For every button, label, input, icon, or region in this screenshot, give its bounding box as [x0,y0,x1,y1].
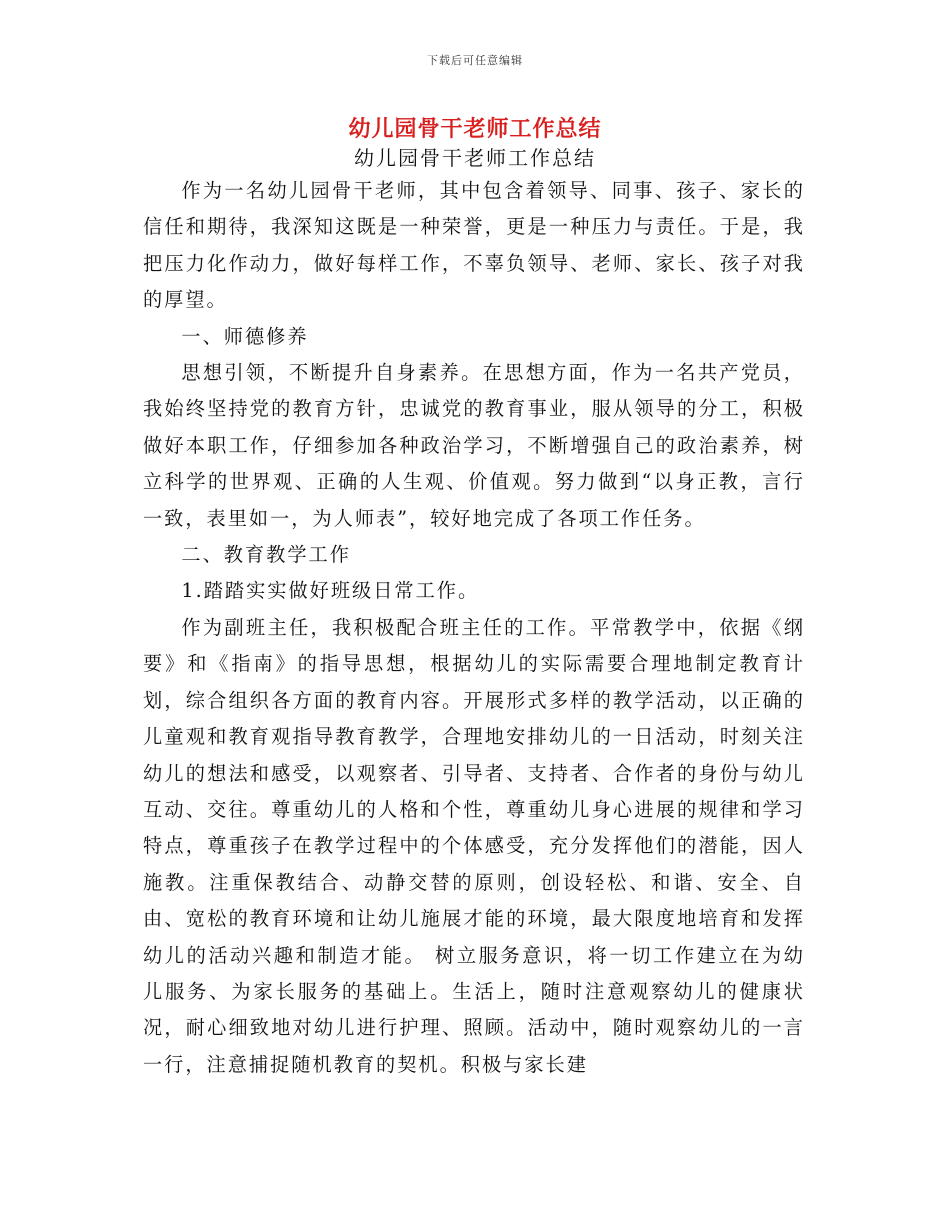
section-heading-teaching: 二、教育教学工作 [181,543,351,567]
paragraph-daily-work: 作为副班主任，我积极配合班主任的工作。平常教学中，依据《纲要》和《指南》的指导思想，根据幼儿的实际需要合理地制定教育计划，综合组织各方面的教育内容。开展形式多样的教学活动，以正确的儿童观和教育观指导教育教学，合理地安排幼儿的一日活动，时刻关注幼儿的想法和感受，以观察者、引导者、支持者、合作者的身份与幼儿互动、交往。尊重幼儿的人格和个性，尊重幼儿身心进展的规律和学习特点，尊重孩子在教学过程中的个体感受，充分发挥他们的潜能，因人施教。注重保教结合、动静交替的原则，创设轻松、和谐、安全、自由、宽松的教育环境和让幼儿施展才能的环境，最大限度地培育和发挥幼儿的活动兴趣和制造才能。 树立服务意识，将一切工作建立在为幼儿服务、为家长服务的基础上。生活上，随时注意观察幼儿的健康状况，耐心细致地对幼儿进行护理、照顾。活动中，随时观察幼儿的一言一行，注意捕捉随机教育的契机。积极与家长建 [143,615,805,1076]
subheading-daily-work: 1.踏踏实实做好班级日常工作。 [181,579,480,603]
section-heading-ethics: 一、师德修养 [181,324,309,348]
paragraph-intro: 作为一名幼儿园骨干老师，其中包含着领导、同事、孩子、家长的信任和期待，我深知这既是一种荣誉，更是一种压力与责任。于是，我把压力化作动力，做好每样工作，不辜负领导、老师、家长、孩子对我的厚望。 [143,179,805,312]
document-subtitle: 幼儿园骨干老师工作总结 [354,146,596,170]
document-body [143,173,805,1083]
header-note: 下载后可任意编辑 [427,54,523,67]
document-title: 幼儿园骨干老师工作总结 [348,117,602,142]
paragraph-ethics: 思想引领，不断提升自身素养。在思想方面，作为一名共产党员，我始终坚持党的教育方针，忠诚党的教育事业，服从领导的分工，积极做好本职工作，仔细参加各种政治学习，不断增强自己的政治素养，树立科学的世界观、正确的人生观、价值观。努力做到“以身正教，言行一致，表里如一，为人师表”，较好地完成了各项工作任务。 [143,361,805,530]
